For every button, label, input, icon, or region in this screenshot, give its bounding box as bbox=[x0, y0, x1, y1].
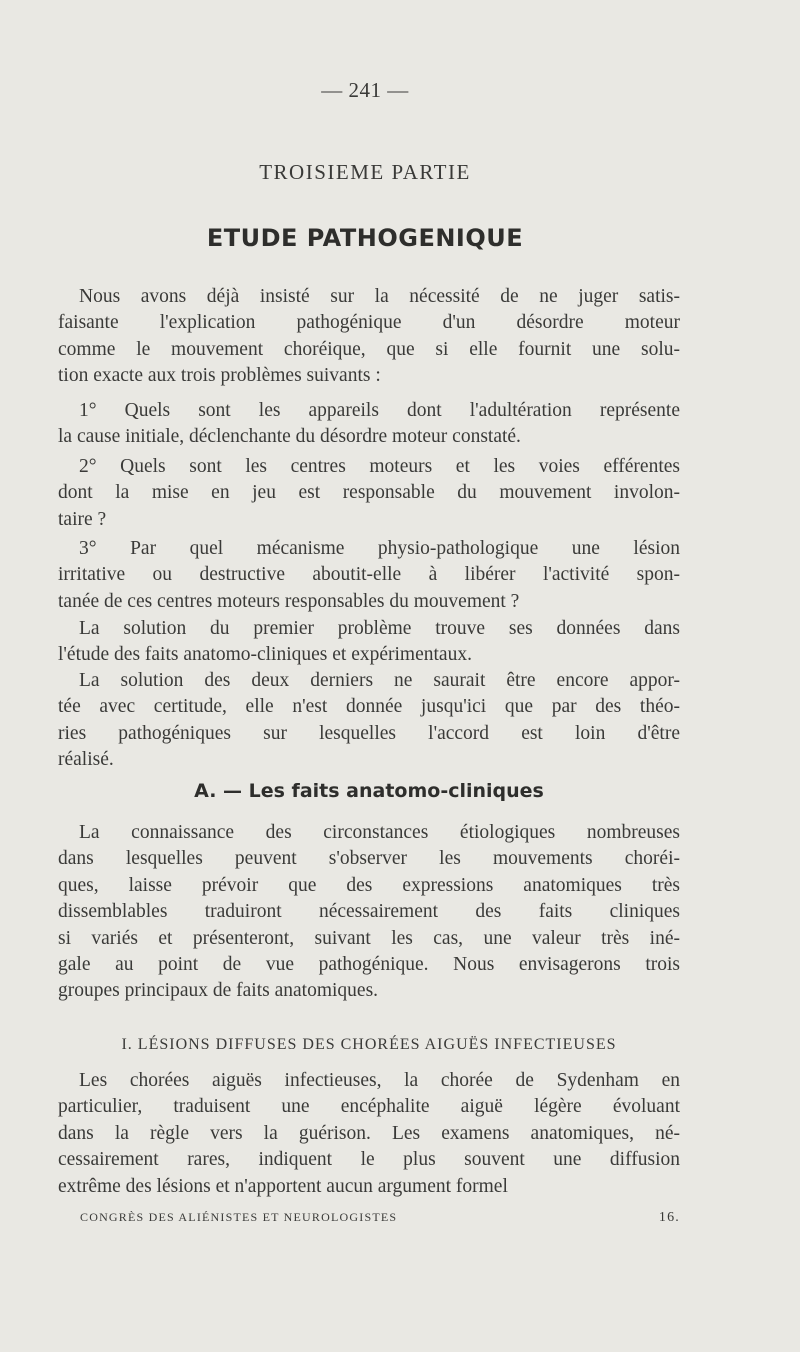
paragraph-section-a bbox=[58, 820, 680, 1005]
text-line: 2° Quels sont les centres moteurs et les voies efférentes bbox=[79, 456, 680, 477]
text-line: tion exacte aux trois problèmes suivants : bbox=[58, 365, 381, 387]
text-line: La solution des deux derniers ne saurait être encore appor- bbox=[79, 670, 680, 691]
footer-signature-mark: 16. bbox=[658, 1210, 680, 1225]
text-line: dont la mise en jeu est responsable du mouvement involon- bbox=[58, 482, 680, 504]
text-line: Nous avons déjà insisté sur la nécessité de ne juger satis- bbox=[79, 286, 680, 307]
text-line: ques, laisse prévoir que des expressions anatomiques très bbox=[58, 874, 680, 896]
text-line: particulier, traduisent une encéphalite aiguë légère évoluant bbox=[58, 1096, 680, 1118]
paragraph-question-1 bbox=[58, 398, 680, 451]
text-line: si variés et présenteront, suivant les cas, une valeur très iné- bbox=[58, 927, 680, 949]
text-line: la cause initiale, déclenchante du désordre moteur constaté. bbox=[58, 426, 521, 448]
paragraph-section-i bbox=[58, 1068, 680, 1200]
text-line: irritative ou destructive aboutit-elle à libérer l'activité spon- bbox=[58, 564, 680, 586]
paragraph-question-2 bbox=[58, 454, 680, 533]
text-line: gale au point de vue pathogénique. Nous envisagerons trois bbox=[58, 954, 680, 976]
text-line: réalisé. bbox=[58, 749, 114, 771]
text-line: tanée de ces centres moteurs responsables du mouvement ? bbox=[58, 590, 520, 612]
text-line: l'étude des faits anatomo-cliniques et expérimentaux. bbox=[58, 644, 472, 666]
text-line: comme le mouvement choréique, que si elle fournit une solu- bbox=[58, 338, 680, 360]
text-line: Les chorées aiguës infectieuses, la chorée de Sydenham en bbox=[79, 1070, 680, 1091]
paragraph-question-3 bbox=[58, 536, 680, 615]
footer-title: CONGRÈS DES ALIÉNISTES ET NEUROLOGISTES bbox=[80, 1210, 398, 1224]
text-line: cessairement rares, indiquent le plus souvent une diffusion bbox=[58, 1149, 680, 1171]
text-line: faisante l'explication pathogénique d'un désordre moteur bbox=[58, 312, 680, 334]
paragraph-solution-1 bbox=[58, 616, 680, 669]
text-line: La solution du premier problème trouve ses données dans bbox=[79, 618, 680, 639]
text-line: 1° Quels sont les appareils dont l'adultération représente bbox=[79, 400, 680, 421]
text-line: tée avec certitude, elle n'est donnée jusqu'ici que par des théo- bbox=[58, 696, 680, 718]
text-line: dans lesquelles peuvent s'observer les mouvements choréi- bbox=[58, 848, 680, 870]
text-line: dans la règle vers la guérison. Les examens anatomiques, né- bbox=[58, 1122, 680, 1144]
text-line: extrême des lésions et n'apportent aucun argument formel bbox=[58, 1175, 508, 1197]
paragraph-intro bbox=[58, 284, 680, 390]
page-number: — 241 — bbox=[321, 78, 409, 102]
section-a-heading: A. — Les faits anatomo-cliniques bbox=[194, 780, 544, 802]
text-line: taire ? bbox=[58, 508, 107, 530]
text-line: groupes principaux de faits anatomiques. bbox=[58, 980, 379, 1002]
part-title: TROISIEME PARTIE bbox=[259, 160, 471, 184]
text-line: ries pathogéniques sur lesquelles l'accord est loin d'être bbox=[58, 722, 680, 744]
paragraph-solution-2 bbox=[58, 668, 680, 774]
text-line: dissemblables traduiront nécessairement des faits cliniques bbox=[58, 901, 680, 923]
section-i-heading: I. LÉSIONS DIFFUSES DES CHORÉES AIGUËS INFECTIEUSES bbox=[121, 1036, 617, 1053]
text-line: La connaissance des circonstances étiologiques nombreuses bbox=[79, 822, 680, 843]
chapter-heading: ETUDE PATHOGENIQUE bbox=[206, 224, 524, 252]
text-line: 3° Par quel mécanisme physio-pathologique une lésion bbox=[79, 538, 680, 559]
